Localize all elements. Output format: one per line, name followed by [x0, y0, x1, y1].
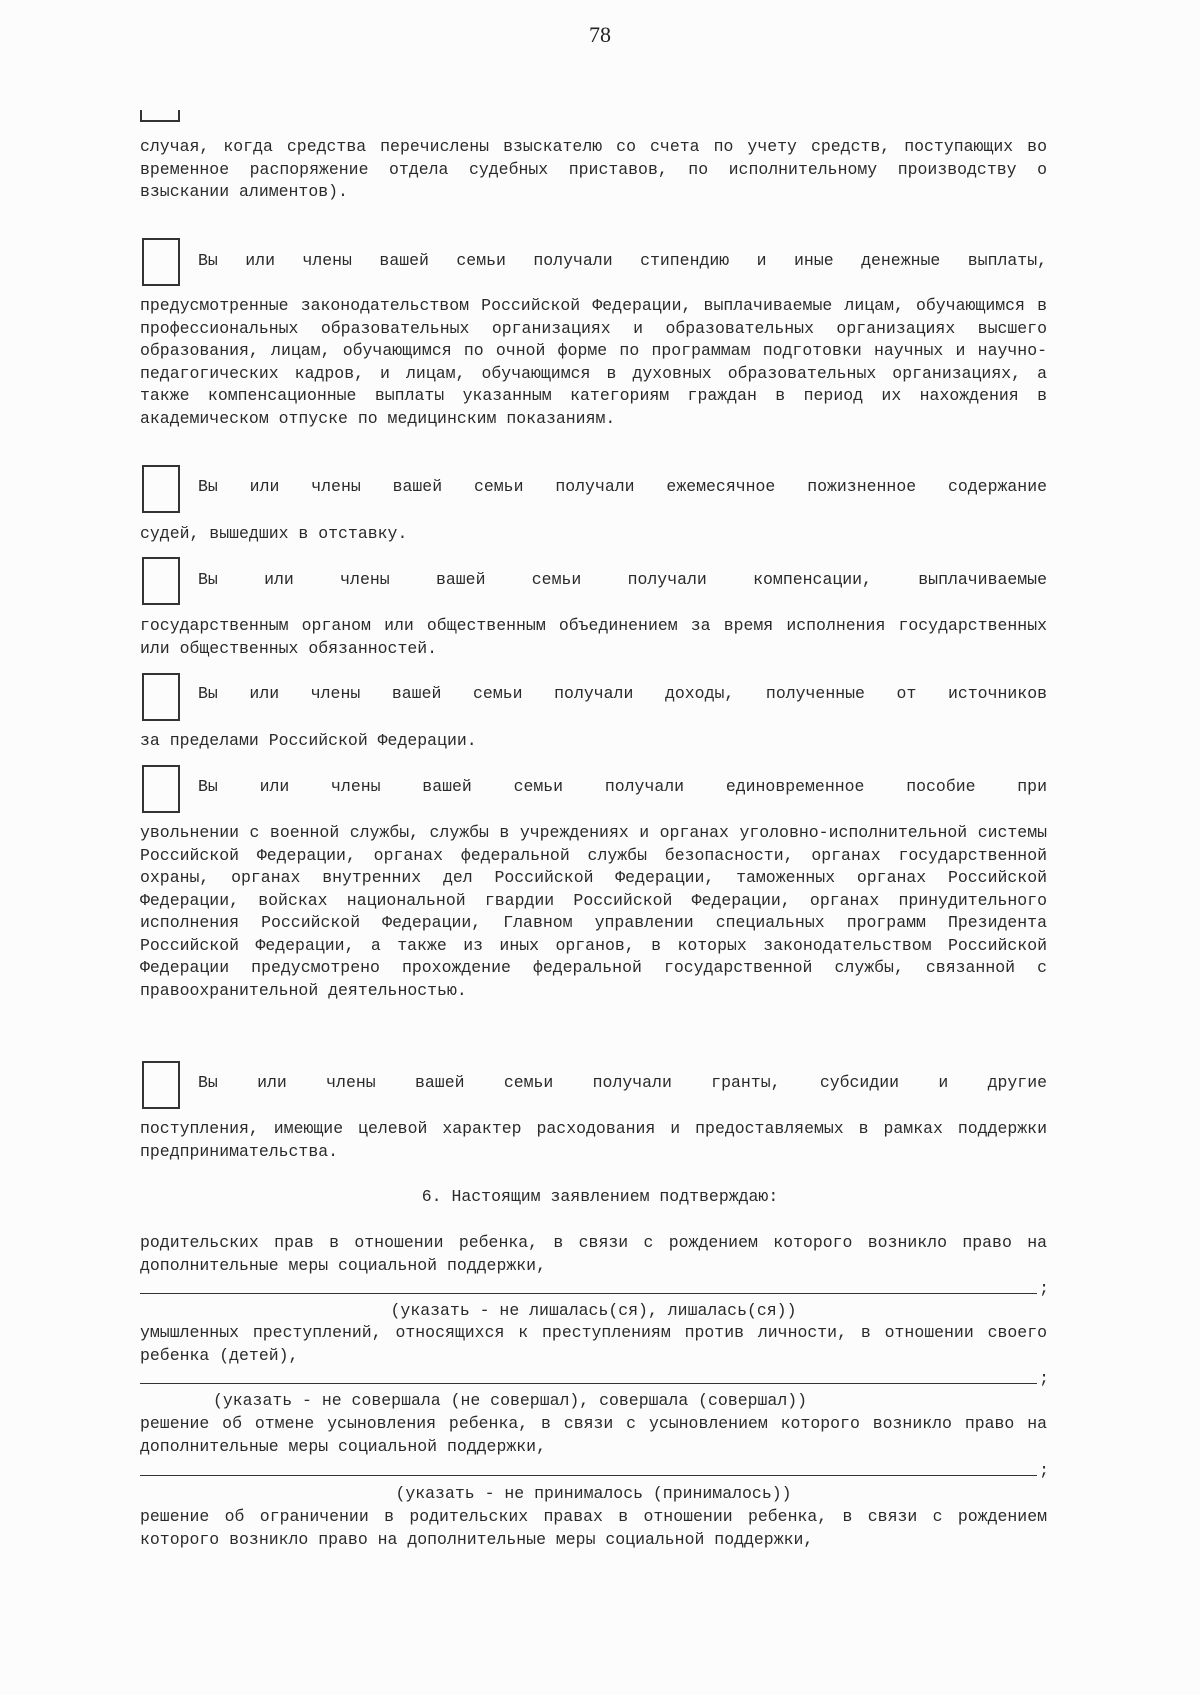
semicolon: ; [1039, 1461, 1049, 1480]
crimes-fill-field[interactable] [140, 1364, 1047, 1388]
fill-line [140, 1383, 1037, 1384]
checkbox-foreign-income[interactable] [142, 673, 180, 721]
checkbox-grants[interactable] [142, 1061, 180, 1109]
fill-line [140, 1475, 1037, 1476]
semicolon: ; [1039, 1369, 1049, 1388]
statement-adoption: решение об отмене усыновления ребенка, в связи с усыновлением которого возникло право на дополнительные меры социальной поддержки, [140, 1414, 1047, 1456]
checkbox-compensation-label: Вы или члены вашей семьи получали компенсации, выплачиваемые [198, 570, 1047, 589]
checkbox-grants-label: Вы или члены вашей семьи получали гранты, субсидии и другие [198, 1073, 1047, 1092]
checkbox-scholarship[interactable] [142, 238, 180, 286]
checkbox-foreign-income-continuation: за пределами Российской Федерации. [140, 731, 477, 750]
checkbox-dismissal-benefit-continuation: увольнении с военной службы, службы в учреждениях и органах уголовно-исполнительной системы Российской Федерации, органах федеральной службы безопасности, органах государственной охраны, органах внутренних дел Российской Федерации, таможенных органах Российской Федерации, войсках национальной гвардии Российской Федерации, органах принудительного исполнения Российской Федерации, Главном управлении специальных программ Президента Российской Федерации, а также из иных органов, в которых законодательством Российской Федерации предусмотрено прохождение федеральной государственной службы, связанной с правоохранительной деятельностью. [140, 823, 1047, 1000]
statement-crimes: умышленных преступлений, относящихся к преступлениям против личности, в отношении своего ребенка (детей), [140, 1323, 1047, 1365]
adoption-hint: (указать - не принималось (принималось)) [395, 1484, 792, 1503]
checkbox-grants-continuation: поступления, имеющие целевой характер расходования и предоставляемых в рамках поддержки предпринимательства. [140, 1119, 1047, 1161]
parental-rights-hint: (указать - не лишалась(ся), лишалась(ся)) [390, 1301, 797, 1320]
adoption-fill-field[interactable] [140, 1456, 1047, 1480]
checkbox-scholarship-continuation: предусмотренные законодательством Российской Федерации, выплачиваемые лицам, обучающимся в профессиональных образовательных организациях и образовательных организациях высшего образования, лицам, обучающимся по очной форме по программам подготовки научных и научно-педагогических кадров, и лицам, обучающимся в духовных образовательных организациях, а также компенсационные выплаты указанным категориям граждан в период их нахождения в академическом отпуске по медицинским показаниям. [140, 296, 1047, 428]
section-heading: 6. Настоящим заявлением подтверждаю: [421, 1187, 779, 1206]
statement-restriction: решение об ограничении в родительских правах в отношении ребенка, в связи с рождением которого возникло право на дополнительные меры социальной поддержки, [140, 1507, 1047, 1549]
checkbox-dismissal-benefit-label: Вы или члены вашей семьи получали единовременное пособие при [198, 777, 1047, 796]
fill-line [140, 1293, 1037, 1294]
top-paragraph: случая, когда средства перечислены взыскателю со счета по учету средств, поступающих во временное распоряжение отдела судебных приставов, по исполнительному производству о взыскании алиментов). [140, 137, 1047, 201]
checkbox-dismissal-benefit[interactable] [142, 765, 180, 813]
checkbox-compensation[interactable] [142, 557, 180, 605]
statement-parental-rights: родительских прав в отношении ребенка, в связи с рождением которого возникло право на дополнительные меры социальной поддержки, [140, 1233, 1047, 1275]
checkbox-judge-allowance[interactable] [142, 465, 180, 513]
checkbox-bottom-fragment [140, 110, 180, 122]
checkbox-judge-allowance-label: Вы или члены вашей семьи получали ежемесячное пожизненное содержание [198, 477, 1047, 496]
checkbox-foreign-income-label: Вы или члены вашей семьи получали доходы, полученные от источников [198, 684, 1047, 703]
checkbox-scholarship-label: Вы или члены вашей семьи получали стипендию и иные денежные выплаты, [198, 251, 1047, 270]
checkbox-judge-allowance-continuation: судей, вышедших в отставку. [140, 524, 408, 543]
checkbox-compensation-continuation: государственным органом или общественным объединением за время исполнения государственных или общественных обязанностей. [140, 616, 1047, 658]
crimes-hint: (указать - не совершала (не совершал), совершала (совершал)) [212, 1391, 808, 1410]
page-number: 78 [589, 22, 611, 47]
semicolon: ; [1039, 1279, 1049, 1298]
parental-rights-fill-field[interactable] [140, 1274, 1047, 1298]
